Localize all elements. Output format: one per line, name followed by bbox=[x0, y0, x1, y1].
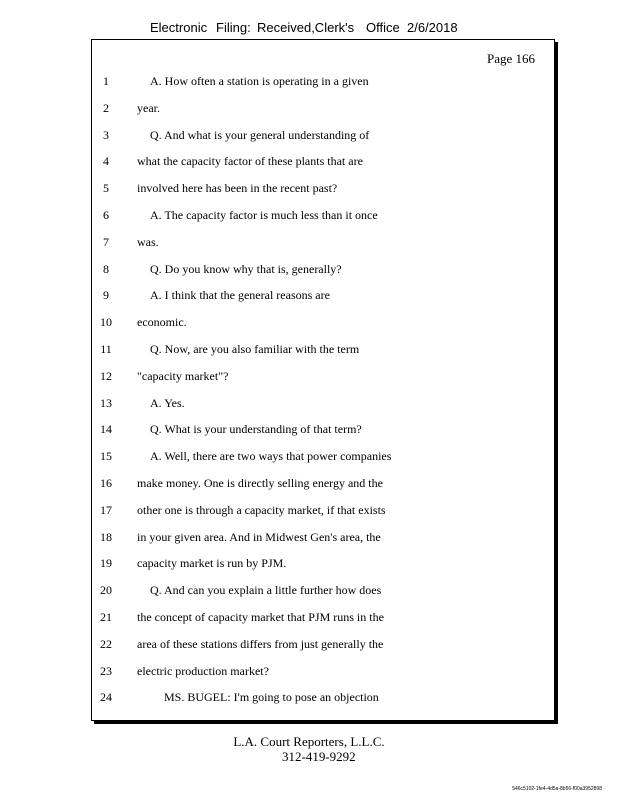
line-number: 15 bbox=[100, 449, 112, 463]
line-text: Q. And can you explain a little further how does bbox=[150, 583, 382, 597]
line-number: 18 bbox=[100, 530, 112, 544]
line-text: Q. And what is your general understanding of bbox=[150, 128, 370, 142]
line-text: electric production market? bbox=[137, 664, 269, 678]
line-number: 12 bbox=[100, 369, 112, 383]
line-text: economic. bbox=[137, 315, 187, 329]
line-number: 5 bbox=[103, 181, 109, 195]
court-reporter-name: L.A. Court Reporters, L.L.C. bbox=[233, 734, 385, 749]
line-number: 9 bbox=[103, 288, 109, 302]
header-word-received: Received,Clerk's bbox=[257, 20, 355, 35]
line-number: 7 bbox=[103, 235, 109, 249]
page-shadow-bottom bbox=[94, 721, 558, 724]
line-number: 13 bbox=[100, 396, 112, 410]
header-word-office: Office bbox=[366, 20, 400, 35]
page-number: Page 166 bbox=[486, 51, 535, 66]
line-text: A. Well, there are two ways that power companies bbox=[150, 449, 392, 463]
line-text: what the capacity factor of these plants that are bbox=[137, 154, 363, 168]
line-text: in your given area. And in Midwest Gen's area, the bbox=[137, 530, 381, 544]
line-text: A. The capacity factor is much less than it once bbox=[150, 208, 378, 222]
line-number: 8 bbox=[103, 262, 109, 276]
line-text: was. bbox=[137, 235, 159, 249]
line-number: 14 bbox=[100, 422, 112, 436]
line-number: 1 bbox=[103, 74, 109, 88]
line-text: A. Yes. bbox=[150, 396, 185, 410]
line-text: other one is through a capacity market, if that exists bbox=[137, 503, 386, 517]
line-number: 24 bbox=[100, 690, 112, 704]
page-shadow-right bbox=[555, 42, 558, 724]
line-number: 22 bbox=[100, 637, 112, 651]
line-number: 11 bbox=[100, 342, 112, 356]
line-text: the concept of capacity market that PJM runs in the bbox=[137, 610, 384, 624]
line-number: 21 bbox=[100, 610, 112, 624]
line-number: 20 bbox=[100, 583, 112, 597]
line-number: 17 bbox=[100, 503, 112, 517]
header-word-filing: Filing: bbox=[216, 20, 251, 35]
line-number: 6 bbox=[103, 208, 109, 222]
line-text: Q. Now, are you also familiar with the term bbox=[150, 342, 360, 356]
line-text: A. How often a station is operating in a given bbox=[150, 74, 369, 88]
line-number: 19 bbox=[100, 556, 112, 570]
line-text: involved here has been in the recent past? bbox=[137, 181, 338, 195]
line-number: 4 bbox=[103, 154, 109, 168]
court-reporter-phone: 312-419-9292 bbox=[282, 749, 356, 764]
line-text: MS. BUGEL: I'm going to pose an objection bbox=[164, 690, 379, 704]
line-text: year. bbox=[137, 101, 160, 115]
line-number: 16 bbox=[100, 476, 112, 490]
line-text: area of these stations differs from just generally the bbox=[137, 637, 384, 651]
header-word-date: 2/6/2018 bbox=[407, 20, 458, 35]
line-number: 23 bbox=[100, 664, 112, 678]
line-number: 10 bbox=[100, 315, 112, 329]
line-text: A. I think that the general reasons are bbox=[150, 288, 330, 302]
line-text: Q. Do you know why that is, generally? bbox=[150, 262, 342, 276]
document-id: 546c5102-1fe4-4d5a-8b56-f00a3952898 bbox=[512, 786, 602, 792]
header-word-electronic: Electronic bbox=[150, 20, 208, 35]
line-text: make money. One is directly selling energy and the bbox=[137, 476, 383, 490]
line-text: capacity market is run by PJM. bbox=[137, 556, 287, 570]
line-number: 2 bbox=[103, 101, 109, 115]
filing-header bbox=[150, 20, 480, 38]
line-text: "capacity market"? bbox=[137, 369, 229, 383]
line-number: 3 bbox=[103, 128, 109, 142]
line-text: Q. What is your understanding of that term? bbox=[150, 422, 362, 436]
